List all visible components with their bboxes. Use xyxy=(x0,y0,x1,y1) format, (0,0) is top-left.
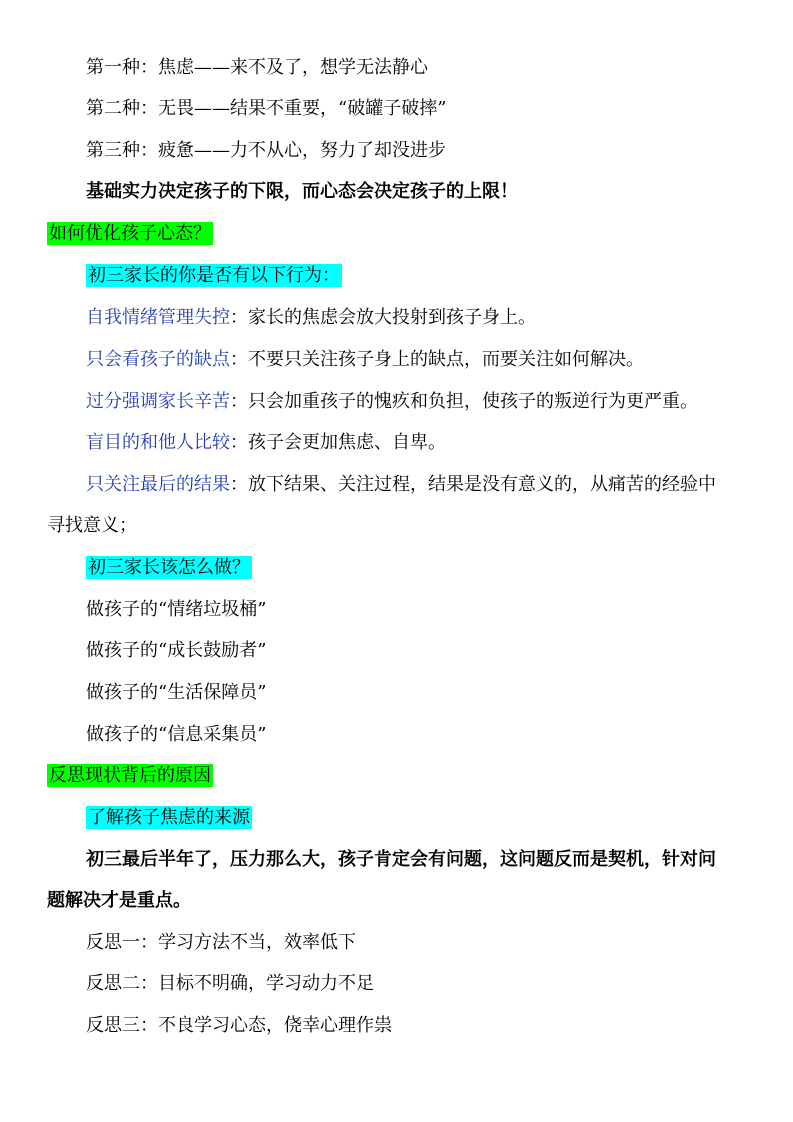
behavior-continuation: 寻找意义； xyxy=(47,515,137,536)
reflection-item-1: 反思一：学习方法不当，效率低下 xyxy=(86,932,356,953)
section-heading-reflect xyxy=(47,764,213,788)
behavior-item xyxy=(86,390,698,414)
subheading-highlight: 初三家长该怎么做？ xyxy=(88,557,250,578)
subheading-highlight: 初三家长的你是否有以下行为： xyxy=(88,265,340,286)
behavior-text: ：孩子会更加焦虑、自卑。 xyxy=(230,432,446,453)
type-item-3: 第三种：疲惫——力不从心，努力了却没进步 xyxy=(86,140,446,161)
behavior-label: 自我情绪管理失控 xyxy=(86,307,230,328)
paragraph-line-2: 题解决才是重点。 xyxy=(47,890,191,911)
subheading-what-to-do xyxy=(86,556,252,580)
subheading-anxiety-source xyxy=(86,806,252,830)
behavior-label: 过分强调家长辛苦 xyxy=(86,391,230,412)
behavior-label: 只关注最后的结果 xyxy=(86,474,230,495)
subheading-behaviors xyxy=(86,264,342,288)
behavior-label: 盲目的和他人比较 xyxy=(86,432,230,453)
behavior-text: ：只会加重孩子的愧疚和负担，使孩子的叛逆行为更严重。 xyxy=(230,391,698,412)
reflection-item-3: 反思三：不良学习心态，侥幸心理作祟 xyxy=(86,1015,392,1036)
role-item-1: 做孩子的“情绪垃圾桶” xyxy=(86,599,267,620)
behavior-text: ：不要只关注孩子身上的缺点，而要关注如何解决。 xyxy=(230,349,644,370)
behavior-text: ：放下结果、关注过程，结果是没有意义的，从痛苦的经验中 xyxy=(230,474,716,495)
role-item-3: 做孩子的“生活保障员” xyxy=(86,682,267,703)
behavior-item xyxy=(86,473,716,497)
behavior-item xyxy=(86,431,446,455)
section-heading-optimize xyxy=(47,222,213,246)
emphasis-statement: 基础实力决定孩子的下限，而心态会决定孩子的上限！ xyxy=(86,181,518,202)
reflection-item-2: 反思二：目标不明确，学习动力不足 xyxy=(86,973,374,994)
heading-highlight: 如何优化孩子心态？ xyxy=(49,223,211,244)
heading-highlight: 反思现状背后的原因 xyxy=(49,765,211,786)
type-item-2: 第二种：无畏——结果不重要，“破罐子破摔” xyxy=(86,98,447,119)
subheading-highlight: 了解孩子焦虑的来源 xyxy=(88,807,250,828)
behavior-item xyxy=(86,348,644,372)
type-item-1: 第一种：焦虑——来不及了，想学无法静心 xyxy=(86,57,428,78)
role-item-4: 做孩子的“信息采集员” xyxy=(86,724,267,745)
role-item-2: 做孩子的“成长鼓励者” xyxy=(86,640,267,661)
paragraph-line-1: 初三最后半年了，压力那么大，孩子肯定会有问题，这问题反而是契机，针对问 xyxy=(86,849,716,870)
behavior-item xyxy=(86,306,536,330)
behavior-label: 只会看孩子的缺点 xyxy=(86,349,230,370)
behavior-text: ：家长的焦虑会放大投射到孩子身上。 xyxy=(230,307,536,328)
